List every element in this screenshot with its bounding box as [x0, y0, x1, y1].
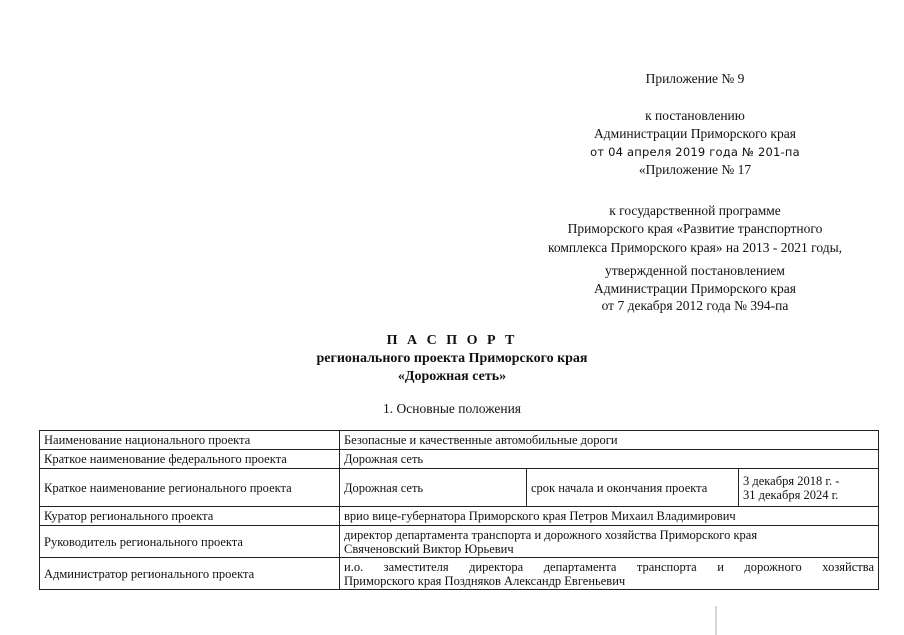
term-end: 31 декабря 2024 г.: [743, 487, 839, 502]
value-line: Свяченовский Виктор Юрьевич: [344, 541, 514, 556]
table-cell-term-label: срок начала и окончания проекта: [527, 469, 739, 507]
program-name-line1: Приморского края «Развитие транспортного: [567, 221, 823, 236]
project-name: «Дорожная сеть»: [397, 369, 507, 384]
table-row: [40, 450, 879, 469]
table-cell-label: Краткое наименование федерального проекта: [40, 450, 340, 469]
table-cell-value: Дорожная сеть: [340, 450, 879, 469]
table-row: [40, 507, 879, 526]
table-row: [40, 431, 879, 450]
administration-text: Администрации Приморского края: [594, 126, 796, 141]
section-heading: 1. Основные положения: [383, 401, 521, 416]
table-cell-value: Дорожная сеть: [340, 469, 527, 507]
table-cell-label: Куратор регионального проекта: [40, 507, 340, 526]
approved-date-text: от 7 декабря 2012 года № 394-па: [601, 298, 789, 313]
program-name-line2: комплекса Приморского края» на 2013 - 2021 годы,: [547, 240, 843, 255]
value-line: директор департамента транспорта и дорожного хозяйства Приморского края: [344, 527, 758, 542]
table-row: [40, 558, 879, 590]
table-cell-term-value: [739, 469, 879, 507]
to-program-text: к государственной программе: [609, 203, 781, 218]
administration-text-2: Администрации Приморского края: [594, 281, 796, 296]
scan-artifact: [715, 606, 717, 635]
table-cell-value: [340, 558, 879, 590]
table-cell-label: Наименование национального проекта: [40, 431, 340, 450]
value-line: Приморского края Поздняков Александр Евгеньевич: [344, 573, 626, 588]
passport-table: [39, 430, 879, 590]
table-cell-value: [340, 526, 879, 558]
table-row: [40, 526, 879, 558]
table-cell-value: врио вице-губернатора Приморского края Петров Михаил Владимирович: [340, 507, 879, 526]
to-resolution-text: к постановлению: [645, 108, 745, 123]
table-cell-label: Краткое наименование регионального проекта: [40, 469, 340, 507]
passport-subtitle: регионального проекта Приморского края: [316, 351, 588, 366]
appendix-number: Приложение № 9: [645, 71, 745, 86]
table-cell-value: Безопасные и качественные автомобильные дороги: [340, 431, 879, 450]
table-row: [40, 469, 879, 507]
approved-text: утвержденной постановлением: [605, 263, 785, 278]
appendix-17-text: «Приложение № 17: [638, 162, 752, 177]
value-line: и.о. заместителя директора департамента транспорта и дорожного хозяйства: [344, 559, 874, 574]
passport-title: П А С П О Р Т: [386, 333, 518, 348]
resolution-date-stamp: от 04 апреля 2019 года № 201-па: [590, 145, 800, 159]
table-cell-label: Руководитель регионального проекта: [40, 526, 340, 558]
term-start: 3 декабря 2018 г. -: [743, 473, 840, 488]
table-cell-label: Администратор регионального проекта: [40, 558, 340, 590]
